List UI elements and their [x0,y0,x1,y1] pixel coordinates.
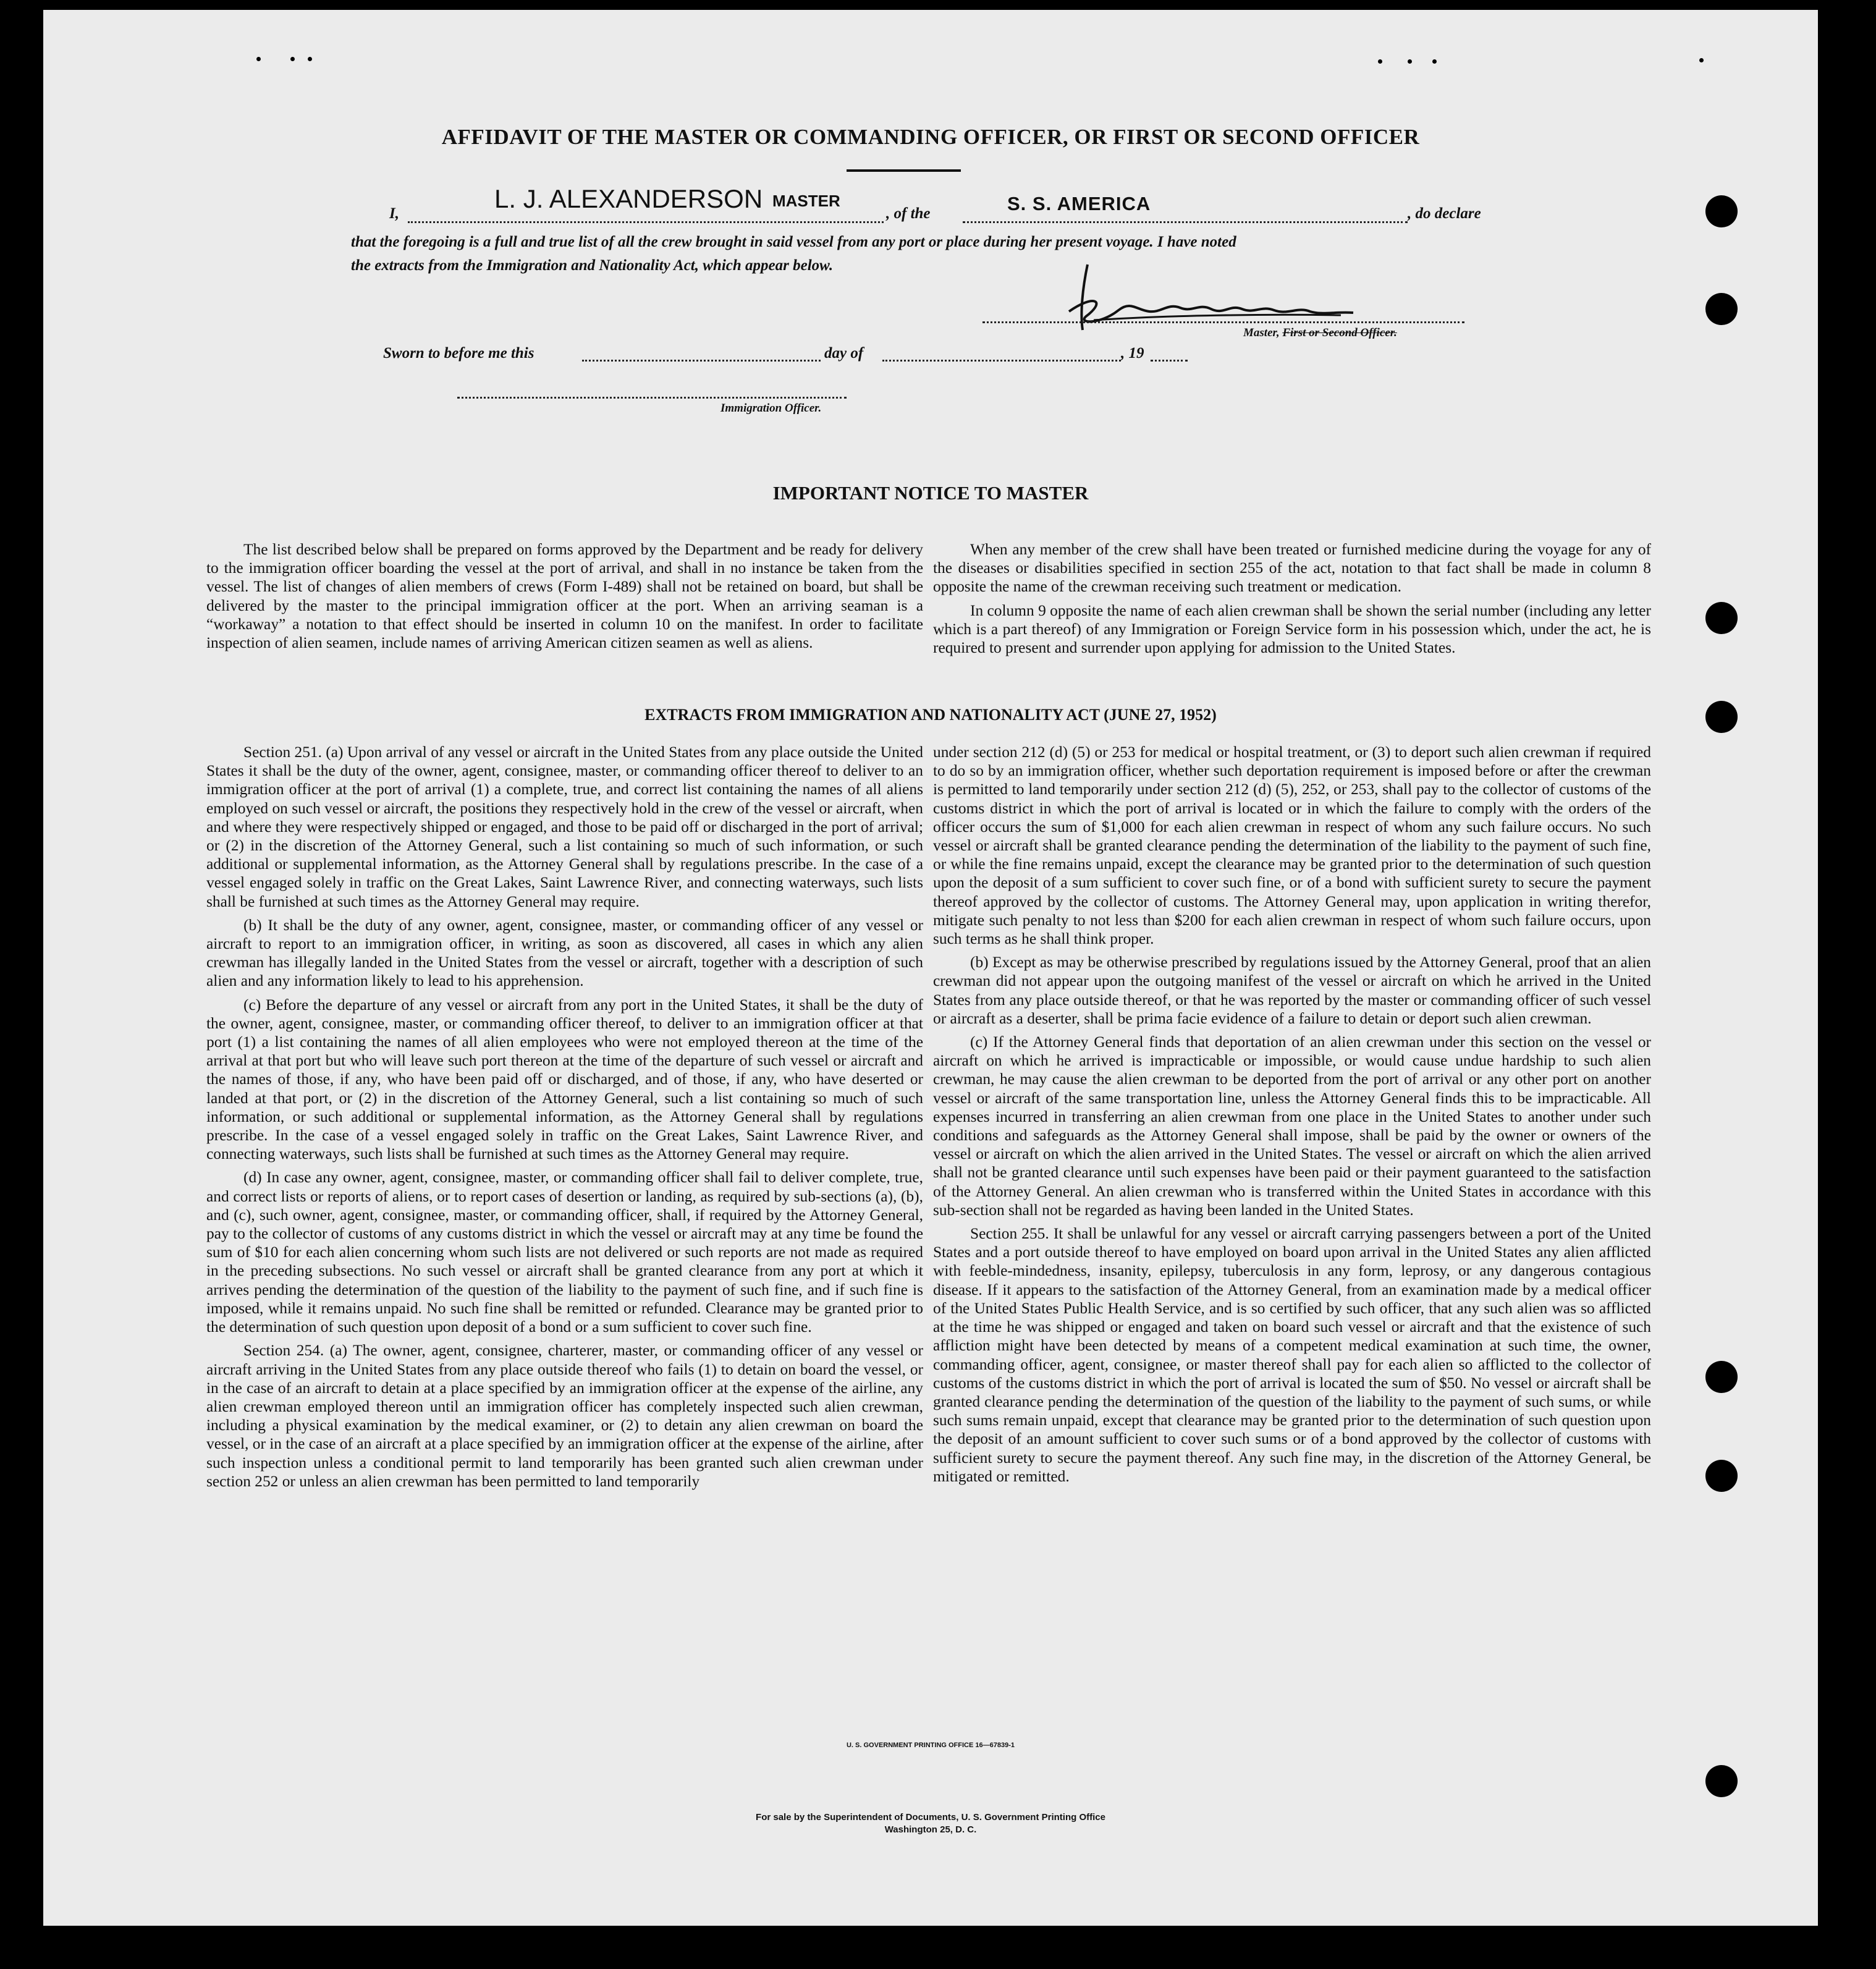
of-the-label: , of the [886,205,931,222]
punch-hole [1705,293,1738,325]
extract-paragraph: (b) It shall be the duty of any owner, agent, consignee, master, or commanding officer of any vessel or aircraft to report to an immigration officer, in writing, as soon as discovered, all cases in which any alien crewman has illegally landed in the United States from the vessel or aircraft, together with a description of such alien and any information likely to lead to his apprehension. [206,916,923,990]
signature-dotted-line [982,321,1464,323]
punch-hole [1705,1361,1738,1393]
notice-right-paragraph-1: When any member of the crew shall have been treated or furnished medicine during the voyage for any of the diseases or disabilities specified in section 255 of the act, notation to that fact shall be made in column 8 opposite the name of the crewman receiving such treatment or medication. [933,541,1651,596]
printing-office-line: U. S. GOVERNMENT PRINTING OFFICE 16—67839-1 [846,1742,1015,1749]
extracts-right-column [933,743,1651,1491]
extracts-title: EXTRACTS FROM IMMIGRATION AND NATIONALITY ACT (JUNE 27, 1952) [644,706,1217,724]
extract-paragraph: (b) Except as may be otherwise prescribed by regulations issued by the Attorney General, proof that an alien crewman did not appear upon the outgoing manifest of the vessel or aircraft on which he arrived in the United States from any place outside thereof, or that he was reported by the master or commanding officer of such vessel or aircraft as a deserter, shall be prima facie evidence of a failure to detain or deport such alien crewman. [933,954,1651,1027]
officer-dotted-line [457,397,847,399]
i-label: I, [389,205,399,222]
extract-paragraph: (d) In case any owner, agent, consignee, master, or commanding officer shall fail to deliver complete, true, and correct lists or reports of aliens, or to report cases of desertion or landing, as required by sub-sections (a), (b), and (c), such owner, agent, consignee, master, or commanding officer, shall, if required by the Attorney General, pay to the collector of customs of any customs district in which the vessel or aircraft may at any time be found the sum of $10 for each alien concerning whom such lists are not delivered or such reports are not made as required in the preceding subsections. No such vessel or aircraft shall be granted clearance from any port at which it arrives pending the determination of the question of the liability to the payment of such fine, and if such fine is imposed, while it remains unpaid. No such fine shall be remitted or refunded. Clearance may be granted prior to the determination of such question upon deposit of a bond or a sum sufficient to cover such fine. [206,1169,923,1336]
sworn-day-dotted-line [582,360,821,362]
notice-right-paragraph-2: In column 9 opposite the name of each alien crewman shall be shown the serial number (including any letter which is a part thereof) of any Immigration or Foreign Service form in his possession which, under the act, he is required to present and surrender upon applying for admission to the United States. [933,601,1651,657]
name-dotted-line [408,221,884,223]
vessel-dotted-line [963,221,1408,223]
master-signature [1044,251,1390,337]
speck-mark [1699,58,1704,62]
speck-mark [256,57,261,61]
extract-paragraph: (c) Before the departure of any vessel or aircraft from any port in the United States, it shall be the duty of the owner, agent, consignee, master, or commanding officer thereof, to deliver to an immigration officer at that port (1) a list containing the names of all alien employees who were not employed thereon at the time of the arrival at that port but who will leave such port thereon at the time of the departure of such vessel or aircraft and the names of those, if any, who have been paid off or discharged, and of those, if any, who have deserted or landed at that port, or (2) in the discretion of the Attorney General, such a list containing so much of such information, or such additional or supplemental information, as the Attorney General shall by regulations prescribe. In the case of a vessel engaged solely in traffic on the Great Lakes, Saint Lawrence River, and connecting waterways, such lists shall be furnished at such times as the Attorney General may require. [206,996,923,1163]
punch-hole [1705,602,1738,634]
punch-hole [1705,195,1738,227]
vessel-name: S. S. AMERICA [1007,193,1151,214]
speck-mark [308,57,312,61]
speck-mark [1432,59,1437,64]
sale-line-1: For sale by the Superintendent of Documents, U. S. Government Printing Office [756,1812,1105,1823]
notice-title: IMPORTANT NOTICE TO MASTER [772,482,1089,504]
signature-caption-master: Master, [1243,326,1280,339]
master-rank: MASTER [772,192,840,210]
signature-caption-struck: First or Second Officer. [1282,326,1397,339]
do-declare-label: , do declare [1408,205,1481,222]
extracts-left-column [206,743,923,1496]
signature-caption [1243,326,1397,340]
sworn-label: Sworn to before me this [383,345,534,362]
officer-caption: Immigration Officer. [720,402,822,415]
notice-left-column [206,540,923,667]
title-rule [847,169,961,172]
speck-mark [1378,59,1382,64]
extract-paragraph: (c) If the Attorney General finds that deportation of an alien crewman under this section on the vessel or aircraft on which he arrived is impracticable or impossible, or would cause undue hardship to such alien crewman, he may cause the alien crewman to be deported from the port of arrival or any other port on another vessel or aircraft of the same transportation line, unless the Attorney General finds this to be impracticable. All expenses incurred in transferring an alien crewman from one place in the United States to another under such conditions and safeguards as the Attorney General shall impose, shall be paid by the owner or owners of the vessel or aircraft on which the alien arrived in the United States. The vessel or aircraft on which the alien arrived shall not be granted clearance until such expenses have been paid or their payment guaranteed to the satisfaction of the Attorney General. An alien crewman who is transferred within the United States in accordance with this sub-section shall not be regarded as having been landed in the United States. [933,1033,1651,1219]
extract-paragraph: under section 212 (d) (5) or 253 for medical or hospital treatment, or (3) to deport such alien crewman if required to do so by an immigration officer, whether such deportation requirement is imposed before or after the crewman is permitted to land temporarily under section 212 (d) (5), 252, or 253, shall pay to the collector of customs of the customs district in which the port of arrival is located or in which the failure to comply with the orders of the officer occurs the sum of $1,000 for each alien crewman in respect of whom any such failure occurs. No such vessel or aircraft shall be granted clearance pending the determination of the liability to the payment of such fine, or while the fine remains unpaid, except the clearance may be granted prior to the determination of such question upon the deposit of a sum sufficient to cover such fine, or of a bond with sufficient surety to secure the payment thereof approved by the collector of customs. The Attorney General may, upon application in writing therefor, mitigate such penalty to not less than $200 for each alien crewman in respect of whom such failure occurs, upon such terms as he shall think proper. [933,743,1651,948]
sworn-year-dotted-line [1151,360,1188,362]
affidavit-page [43,10,1818,1926]
punch-hole [1705,1460,1738,1492]
sale-line-2: Washington 25, D. C. [884,1824,977,1835]
year-prefix: , 19 [1121,345,1144,362]
affidavit-title: AFFIDAVIT OF THE MASTER OR COMMANDING OFFICER, OR FIRST OR SECOND OFFICER [441,125,1420,149]
extract-paragraph: Section 254. (a) The owner, agent, consignee, charterer, master, or commanding officer of any vessel or aircraft arriving in the United States from any place outside thereof who fails (1) to detain on board the vessel, or in the case of an aircraft to detain at a place specified by an immigration officer at the expense of the airline, any alien crewman employed thereon until an immigration officer has completely inspected such alien crewman, including a physical examination by the medical examiner, or (2) to detain any alien crewman on board the vessel, or in the case of an aircraft at a place specified by an immigration officer at the expense of the airline, after such inspection unless a conditional permit to land temporarily has been granted such alien crewman under section 252 or unless an alien crewman has been permitted to land temporarily [206,1342,923,1490]
notice-right-column [933,540,1651,662]
master-name: L. J. ALEXANDERSON [494,184,763,213]
declaration-line-2: the extracts from the Immigration and Nationality Act, which appear below. [351,257,834,274]
speck-mark [290,57,295,61]
punch-hole [1705,1765,1738,1797]
sworn-month-dotted-line [882,360,1121,362]
declaration-line-1: that the foregoing is a full and true list of all the crew brought in said vessel from any port or place during her present voyage. I have noted [351,234,1236,250]
extract-paragraph: Section 255. It shall be unlawful for any vessel or aircraft carrying passengers between a port of the United States and a port outside thereof to have employed on board upon arrival in the United States any alien afflicted with feeble-mindedness, insanity, epilepsy, tuberculosis in any form, leprosy, or any dangerous contagious disease. If it appears to the satisfaction of the Attorney General, from an examination made by a medical officer of the United States Public Health Service, and is so certified by such officer, that any such alien was so afflicted at the time he was shipped or engaged and taken on board such vessel or aircraft and that the existence of such affliction might have been detected by means of a competent medical examination at such time, the owner, commanding officer, agent, consignee, or master thereof shall pay for each alien so afflicted to the collector of customs of the customs district in which the port of arrival is located the sum of $50. No vessel or aircraft shall be granted clearance pending the determination of the question of the liability to the payment of such sums, or while such sums remain unpaid, except that clearance may be granted prior to the determination of such question upon the deposit of an amount sufficient to cover such sums or of a bond approved by the collector of customs with sufficient surety to secure the payment thereof. Any such fine may, in the discretion of the Attorney General, be mitigated or remitted. [933,1225,1651,1485]
notice-left-paragraph: The list described below shall be prepared on forms approved by the Department and be ready for delivery to the immigration officer boarding the vessel at the port of arrival, and shall in no instance be taken from the vessel. The list of changes of alien members of crews (Form I-489) shall not be retained on board, but shall be delivered by the master to the principal immigration officer at the port. When an arriving seaman is a “workaway” a notation to that effect should be inserted in column 10 on the manifest. In order to facilitate inspection of alien seamen, include names of arriving American citizen seamen as well as aliens. [206,541,923,652]
speck-mark [1408,59,1412,64]
extract-paragraph: Section 251. (a) Upon arrival of any vessel or aircraft in the United States from any place outside the United States it shall be the duty of the owner, agent, consignee, master, or commanding officer thereof to deliver to an immigration officer at the port of arrival (1) a complete, true, and correct list containing the names of all aliens employed on such vessel or aircraft, the positions they respectively hold in the crew of the vessel or aircraft, when and where they were respectively shipped or engaged, and those to be paid off or discharged in the port of arrival; or (2) in the discretion of the Attorney General, such a list containing so much of such information, or such additional or supplemental information, as the Attorney General shall by regulations prescribe. In the case of a vessel engaged solely in traffic on the Great Lakes, Saint Lawrence River, and connecting waterways, such lists shall be furnished at such times as the Attorney General may require. [206,743,923,910]
day-of-label: day of [824,345,864,362]
